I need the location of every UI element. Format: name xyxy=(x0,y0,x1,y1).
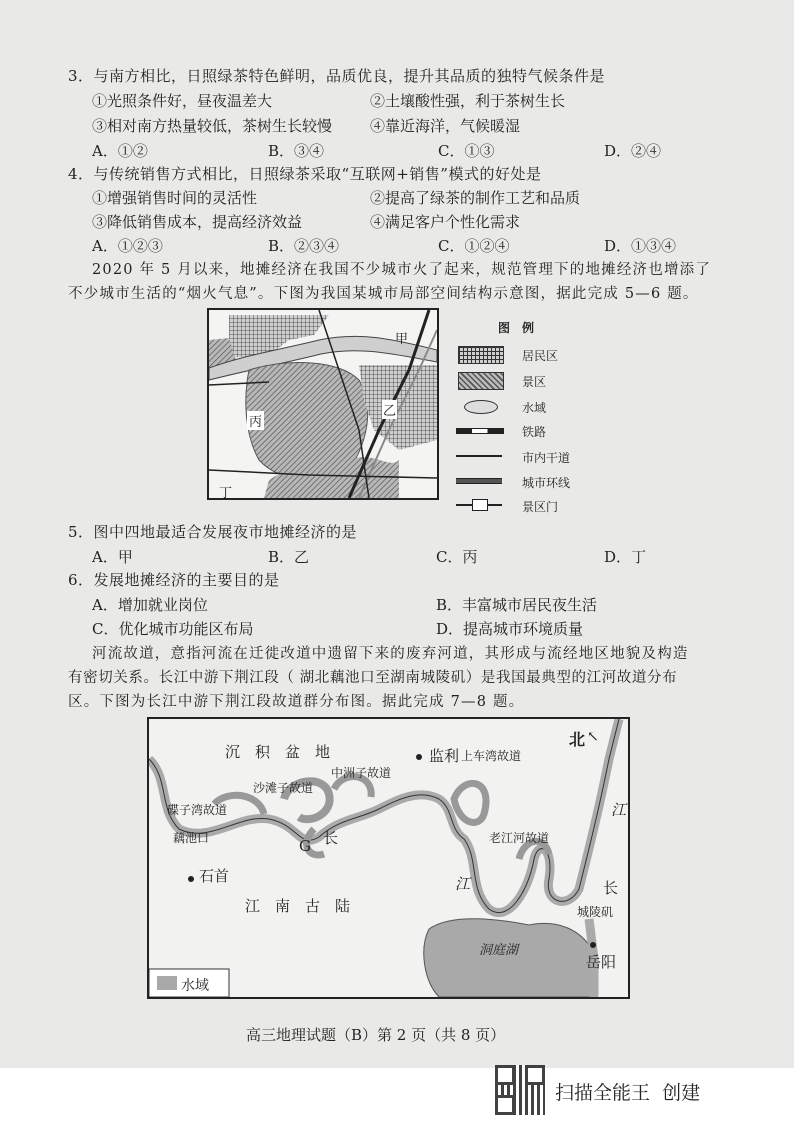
yueyang-dot xyxy=(590,942,596,948)
q3-statement-3: ③相对南方热量较低，茶树生长较慢 xyxy=(92,117,333,135)
legend-ring-label: 城市环线 xyxy=(522,476,571,490)
label-ouchikou: 藕池口 xyxy=(173,831,210,845)
q3-option-d[interactable]: D．②④ xyxy=(604,142,662,160)
legend-scenic-label: 景区 xyxy=(522,375,547,389)
legend-residential-swatch xyxy=(458,346,504,364)
label-jiangnan-land: 江 南 古 陆 xyxy=(245,897,351,915)
jingjiang-map-svg xyxy=(149,719,628,997)
q4-stem: 4．与传统销售方式相比，日照绿茶采取“互联网+销售”模式的好处是 xyxy=(68,165,542,183)
label-chenglingji: 城陵矶 xyxy=(577,905,614,919)
legend-road-label: 市内干道 xyxy=(522,451,571,465)
intro-5-6-line2: 不少城市生活的“烟火气息”。下图为我国某城市局部空间结构示意图，据此完成 5—6 题。 xyxy=(68,286,699,302)
map2-legend-water-swatch xyxy=(157,976,177,990)
jingjiang-map xyxy=(147,717,630,999)
label-yueyang: 岳阳 xyxy=(586,953,617,971)
q5-option-d[interactable]: D．丁 xyxy=(604,548,647,566)
legend-water-swatch xyxy=(464,400,498,414)
q4-option-a[interactable]: A．①②③ xyxy=(92,237,163,255)
intro-7-8-line1: 河流故道，意指河流在迁徙改道中遗留下来的废弃河道，其形成与流经地区地貌及构造 xyxy=(92,646,689,662)
legend-railway-label: 铁路 xyxy=(522,425,547,439)
intro-5-6-line1: 2020 年 5 月以来，地摊经济在我国不少城市火了起来，规范管理下的地摊经济也增添了 xyxy=(92,262,712,278)
label-shatanzi: 沙滩子故道 xyxy=(253,781,314,795)
q3-statement-2: ②土壤酸性强，利于茶树生长 xyxy=(370,92,566,110)
legend-gate-icon xyxy=(472,499,488,511)
q4-statement-3: ③降低销售成本，提高经济效益 xyxy=(92,213,303,231)
q3-statement-4: ④靠近海洋，气候暖湿 xyxy=(370,117,521,135)
q3-stem: 3．与南方相比，日照绿茶特色鲜明，品质优良，提升其品质的独特气候条件是 xyxy=(68,67,606,85)
label-jianli: 监利 xyxy=(429,747,460,765)
north-arrow-icon: ↖ xyxy=(587,729,599,745)
q6-option-d[interactable]: D．提高城市环境质量 xyxy=(436,620,584,638)
legend-ring-swatch xyxy=(456,478,502,484)
map1-label-ding: 丁 xyxy=(219,486,233,500)
qr-code-icon xyxy=(495,1065,545,1115)
shishou-dot xyxy=(188,876,194,882)
label-north: 北 xyxy=(569,730,586,749)
q4-statement-1: ①增强销售时间的灵活性 xyxy=(92,189,258,207)
label-sedimentary-basin: 沉 积 盆 地 xyxy=(225,743,331,761)
intro-7-8-line2: 有密切关系。长江中游下荆江段（ 湖北藕池口至湖南城陵矶）是我国最典型的江河故道分布 xyxy=(68,670,678,686)
q3-option-a[interactable]: A．①② xyxy=(92,142,148,160)
map2-legend-water-label: 水域 xyxy=(181,978,209,994)
q5-option-c[interactable]: C．丙 xyxy=(436,548,478,566)
residential-area-east xyxy=(359,365,437,450)
label-shishou: 石首 xyxy=(199,867,230,885)
q4-option-b[interactable]: B．②③④ xyxy=(268,237,340,255)
q6-option-a[interactable]: A．增加就业岗位 xyxy=(92,596,208,614)
label-shangchewan: 上车湾故道 xyxy=(461,749,522,763)
shangchewan-oxbow xyxy=(454,783,486,822)
intro-7-8-line3: 区。下图为长江中游下荆江段故道群分布图。据此完成 7—8 题。 xyxy=(68,694,525,710)
label-dongting-lake: 洞庭湖 xyxy=(479,943,519,958)
q5-option-b[interactable]: B．乙 xyxy=(268,548,310,566)
q4-statement-2: ②提高了绿茶的制作工艺和品质 xyxy=(370,189,581,207)
label-jiang-east: 江 xyxy=(611,801,627,819)
q4-statement-4: ④满足客户个性化需求 xyxy=(370,213,521,231)
label-chang-west: 长 xyxy=(323,829,339,847)
legend-railway-swatch xyxy=(456,428,504,434)
city-structure-map xyxy=(207,308,439,500)
label-chang-east: 长 xyxy=(603,879,619,897)
legend-title: 图 例 xyxy=(498,321,535,335)
q3-option-b[interactable]: B．③④ xyxy=(268,142,325,160)
legend-scenic-swatch xyxy=(458,372,504,390)
q6-option-c[interactable]: C．优化城市功能区布局 xyxy=(92,620,254,638)
jianli-dot xyxy=(416,754,422,760)
map1-label-bing: 丙 xyxy=(247,411,264,430)
label-g: G xyxy=(299,837,311,855)
label-diezi: 碟子湾故道 xyxy=(167,803,228,817)
legend-road-swatch xyxy=(456,455,502,457)
legend-residential-label: 居民区 xyxy=(522,349,559,363)
page-footer: 高三地理试题（B）第 2 页（共 8 页） xyxy=(246,1026,506,1044)
label-zhongzhouzi: 中洲子故道 xyxy=(331,766,392,780)
q5-option-a[interactable]: A．甲 xyxy=(92,548,133,566)
scanner-watermark-text: 扫描全能王 创建 xyxy=(555,1082,701,1104)
map1-label-yi: 乙 xyxy=(382,400,397,419)
q3-statement-1: ①光照条件好，昼夜温差大 xyxy=(92,92,273,110)
legend-gate-label: 景区门 xyxy=(522,500,559,514)
q6-option-b[interactable]: B．丰富城市居民夜生活 xyxy=(436,596,598,614)
q4-option-c[interactable]: C．①②④ xyxy=(438,237,510,255)
label-laojianghe: 老江河故道 xyxy=(489,831,550,845)
q4-option-d[interactable]: D．①③④ xyxy=(604,237,677,255)
q5-stem: 5．图中四地最适合发展夜市地摊经济的是 xyxy=(68,523,358,541)
q6-stem: 6．发展地摊经济的主要目的是 xyxy=(68,571,280,589)
label-jiang-middle: 江 xyxy=(455,875,471,893)
map1-label-jia: 甲 xyxy=(395,332,409,347)
legend-water-label: 水域 xyxy=(522,401,547,415)
q3-option-c[interactable]: C．①③ xyxy=(438,142,495,160)
